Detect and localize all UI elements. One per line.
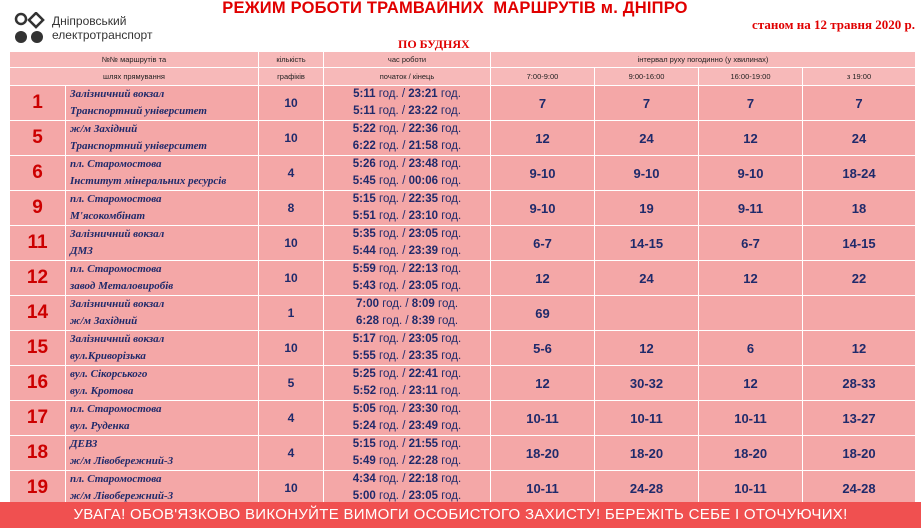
route-number: 18 [10, 436, 66, 471]
interval-value: 18-20 [803, 436, 916, 471]
route-stop-end: вул. Руденка [70, 420, 130, 432]
work-time-line: 5:11 год. / 23:21 год. [353, 88, 461, 100]
interval-value: 10-11 [491, 401, 595, 436]
work-time-line: 5:25 год. / 22:41 год. [352, 368, 462, 380]
work-time [324, 331, 491, 366]
route-stop-end: Транспортний університет [70, 105, 207, 117]
schedule-count: 4 [259, 436, 324, 471]
interval-value: 10-11 [595, 401, 699, 436]
schedule-count: 10 [259, 331, 324, 366]
work-time-line: 5:55 год. / 23:35 год. [352, 350, 462, 362]
route-col-header-1: №№ маршрутів та [10, 52, 259, 68]
schedule-count: 4 [259, 401, 324, 436]
route-stop-end: вул. Кротова [70, 385, 134, 397]
work-time-line: 5:15 год. / 21:55 год. [352, 438, 462, 450]
interval-value: 12 [803, 331, 916, 366]
header-row-2 [10, 68, 916, 86]
route-path [66, 261, 259, 296]
table-row [10, 191, 916, 226]
interval-value: 9-11 [699, 191, 803, 226]
time-col-header-1: час роботи [324, 52, 491, 68]
work-time-line: 5:05 год. / 23:30 год. [352, 403, 462, 415]
interval-value: 18-24 [803, 156, 916, 191]
interval-value: 6 [699, 331, 803, 366]
route-stop-end: ж/м Лівобережний-3 [70, 455, 174, 467]
route-stop-end: ж/м Лівобережний-3 [70, 490, 174, 502]
work-time-line: 5:11 год. / 23:22 год. [353, 105, 461, 117]
header-row-1 [10, 52, 916, 68]
work-time-line: 5:43 год. / 23:05 год. [352, 280, 462, 292]
interval-value: 18-20 [699, 436, 803, 471]
interval-value: 12 [491, 261, 595, 296]
schedule-table [9, 51, 916, 506]
route-path [66, 366, 259, 401]
work-time-line: 7:00 год. / 8:09 год. [355, 298, 459, 310]
work-time-line: 5:44 год. / 23:39 год. [352, 245, 462, 257]
interval-value: 5-6 [491, 331, 595, 366]
route-path [66, 401, 259, 436]
route-stop-start: пл. Старомостова [70, 263, 162, 275]
route-number: 12 [10, 261, 66, 296]
table-row [10, 401, 916, 436]
interval-value: 9-10 [595, 156, 699, 191]
work-time [324, 261, 491, 296]
logo-mark-icon [12, 12, 46, 46]
work-time-line: 5:49 год. / 22:28 год. [352, 455, 462, 467]
work-time [324, 191, 491, 226]
schedule-count: 4 [259, 156, 324, 191]
route-stop-end: завод Металовиробів [70, 280, 174, 292]
work-time-line: 5:26 год. / 23:48 год. [352, 158, 462, 170]
schedule-count: 10 [259, 261, 324, 296]
table-row [10, 366, 916, 401]
schedule-count: 10 [259, 121, 324, 156]
work-time-line: 5:59 год. / 22:13 год. [352, 263, 462, 275]
interval-value: 19 [595, 191, 699, 226]
route-stop-start: пл. Старомостова [70, 403, 162, 415]
interval-value: 28-33 [803, 366, 916, 401]
work-time-line: 5:15 год. / 22:35 год. [352, 193, 462, 205]
warning-banner: УВАГА! ОБОВ'ЯЗКОВО ВИКОНУЙТЕ ВИМОГИ ОСОБИСТОГО ЗАХИСТУ! БЕРЕЖІТЬ СЕБЕ І ОТОЧУЮЧИХ! [0, 502, 921, 528]
interval-header: з 19:00 [803, 68, 916, 86]
table-row [10, 436, 916, 471]
work-time-line: 5:22 год. / 22:36 год. [352, 123, 462, 135]
interval-value: 10-11 [491, 471, 595, 506]
time-col-header-2: початок / кінець [324, 68, 491, 86]
work-time [324, 156, 491, 191]
work-time [324, 401, 491, 436]
interval-value: 7 [595, 86, 699, 121]
interval-value: 18 [803, 191, 916, 226]
interval-value: 14-15 [803, 226, 916, 261]
interval-value: 12 [595, 331, 699, 366]
table-row [10, 86, 916, 121]
work-time-line: 5:51 год. / 23:10 год. [352, 210, 462, 222]
route-stop-end: ДМЗ [70, 245, 93, 257]
schedule-count: 1 [259, 296, 324, 331]
interval-value: 13-27 [803, 401, 916, 436]
work-time [324, 471, 491, 506]
interval-value: 24 [595, 121, 699, 156]
work-time-line: 5:24 год. / 23:49 год. [352, 420, 462, 432]
table-row [10, 471, 916, 506]
interval-value: 24 [803, 121, 916, 156]
work-time-line: 5:35 год. / 23:05 год. [352, 228, 462, 240]
schedule-count: 10 [259, 86, 324, 121]
work-time [324, 436, 491, 471]
route-path [66, 296, 259, 331]
work-time [324, 121, 491, 156]
logo-line2: електротранспорт [52, 28, 153, 42]
schedule-count: 10 [259, 226, 324, 261]
table-row [10, 156, 916, 191]
route-stop-end: Інститут мінеральних ресурсів [70, 175, 227, 187]
route-number: 11 [10, 226, 66, 261]
interval-value [699, 296, 803, 331]
route-number: 5 [10, 121, 66, 156]
interval-value: 9-10 [491, 156, 595, 191]
route-stop-start: пл. Старомостова [70, 193, 162, 205]
interval-value: 18-20 [491, 436, 595, 471]
interval-value: 9-10 [491, 191, 595, 226]
interval-value: 12 [491, 366, 595, 401]
route-path [66, 121, 259, 156]
route-stop-start: Залізничний вокзал [70, 88, 165, 100]
interval-value: 6-7 [491, 226, 595, 261]
work-time-line: 6:22 год. / 21:58 год. [352, 140, 462, 152]
interval-value: 12 [491, 121, 595, 156]
interval-value: 18-20 [595, 436, 699, 471]
schedule-count: 10 [259, 471, 324, 506]
schedule-count: 8 [259, 191, 324, 226]
interval-value: 6-7 [699, 226, 803, 261]
route-col-header-2: шлях прямування [10, 68, 259, 86]
work-time-line: 5:17 год. / 23:05 год. [352, 333, 462, 345]
table-row [10, 261, 916, 296]
interval-value: 12 [699, 261, 803, 296]
work-time-line: 4:34 год. / 22:18 год. [352, 473, 462, 485]
interval-value: 24-28 [803, 471, 916, 506]
interval-header: 16:00-19:00 [699, 68, 803, 86]
interval-header: 9:00-16:00 [595, 68, 699, 86]
date-label: станом на 12 травня 2020 р. [752, 17, 915, 32]
route-number: 6 [10, 156, 66, 191]
route-stop-end: М'ясокомбінат [70, 210, 146, 222]
interval-value: 22 [803, 261, 916, 296]
route-number: 16 [10, 366, 66, 401]
work-time [324, 226, 491, 261]
interval-value: 12 [699, 121, 803, 156]
route-path [66, 471, 259, 506]
interval-value: 10-11 [699, 471, 803, 506]
schedule-count: 5 [259, 366, 324, 401]
count-col-header-1: кількість [259, 52, 324, 68]
logo-line1: Дніпровський [52, 14, 127, 28]
table-row [10, 296, 916, 331]
interval-value [803, 296, 916, 331]
route-number: 15 [10, 331, 66, 366]
route-stop-start: вул. Сікорського [70, 368, 148, 380]
work-time-line: 5:45 год. / 00:06 год. [352, 175, 462, 187]
page-title: РЕЖИМ РОБОТИ ТРАМВАЙНИХ МАРШРУТІВ м. ДНІПРО [222, 0, 688, 17]
route-stop-start: ДЕВЗ [70, 438, 98, 450]
work-time-line: 6:28 год. / 8:39 год. [355, 315, 459, 327]
route-path [66, 436, 259, 471]
route-stop-start: Залізничний вокзал [70, 298, 165, 310]
interval-value: 24 [595, 261, 699, 296]
route-path [66, 191, 259, 226]
route-stop-end: вул.Криворізька [70, 350, 146, 362]
route-stop-start: Залізничний вокзал [70, 228, 165, 240]
route-path [66, 156, 259, 191]
route-stop-start: пл. Старомостова [70, 158, 162, 170]
interval-value: 9-10 [699, 156, 803, 191]
work-time-line: 5:52 год. / 23:11 год. [353, 385, 461, 397]
interval-value: 69 [491, 296, 595, 331]
interval-value: 7 [803, 86, 916, 121]
interval-value: 24-28 [595, 471, 699, 506]
interval-value: 7 [491, 86, 595, 121]
route-stop-start: ж/м Західний [70, 123, 138, 135]
route-stop-start: Залізничний вокзал [70, 333, 165, 345]
route-stop-end: ж/м Західний [70, 315, 138, 327]
interval-value [595, 296, 699, 331]
route-number: 17 [10, 401, 66, 436]
work-time [324, 86, 491, 121]
route-path [66, 226, 259, 261]
route-number: 9 [10, 191, 66, 226]
interval-value: 14-15 [595, 226, 699, 261]
route-stop-start: пл. Старомостова [70, 473, 162, 485]
interval-title: інтервал руху погодинно (у хвилинах) [491, 52, 916, 68]
interval-value: 30-32 [595, 366, 699, 401]
work-time [324, 296, 491, 331]
table-row [10, 331, 916, 366]
route-path [66, 331, 259, 366]
route-path [66, 86, 259, 121]
subtitle: ПО БУДНЯХ [398, 37, 470, 51]
interval-value: 7 [699, 86, 803, 121]
route-number: 19 [10, 471, 66, 506]
work-time [324, 366, 491, 401]
logo-text [52, 14, 152, 42]
work-time-line: 5:00 год. / 23:05 год. [352, 490, 462, 502]
interval-value: 12 [699, 366, 803, 401]
table-row [10, 226, 916, 261]
route-stop-end: Транспортний університет [70, 140, 207, 152]
route-number: 14 [10, 296, 66, 331]
route-number: 1 [10, 86, 66, 121]
logo [12, 10, 192, 48]
count-col-header-2: графіків [259, 68, 324, 86]
table-row [10, 121, 916, 156]
interval-header: 7:00-9:00 [491, 68, 595, 86]
interval-value: 10-11 [699, 401, 803, 436]
